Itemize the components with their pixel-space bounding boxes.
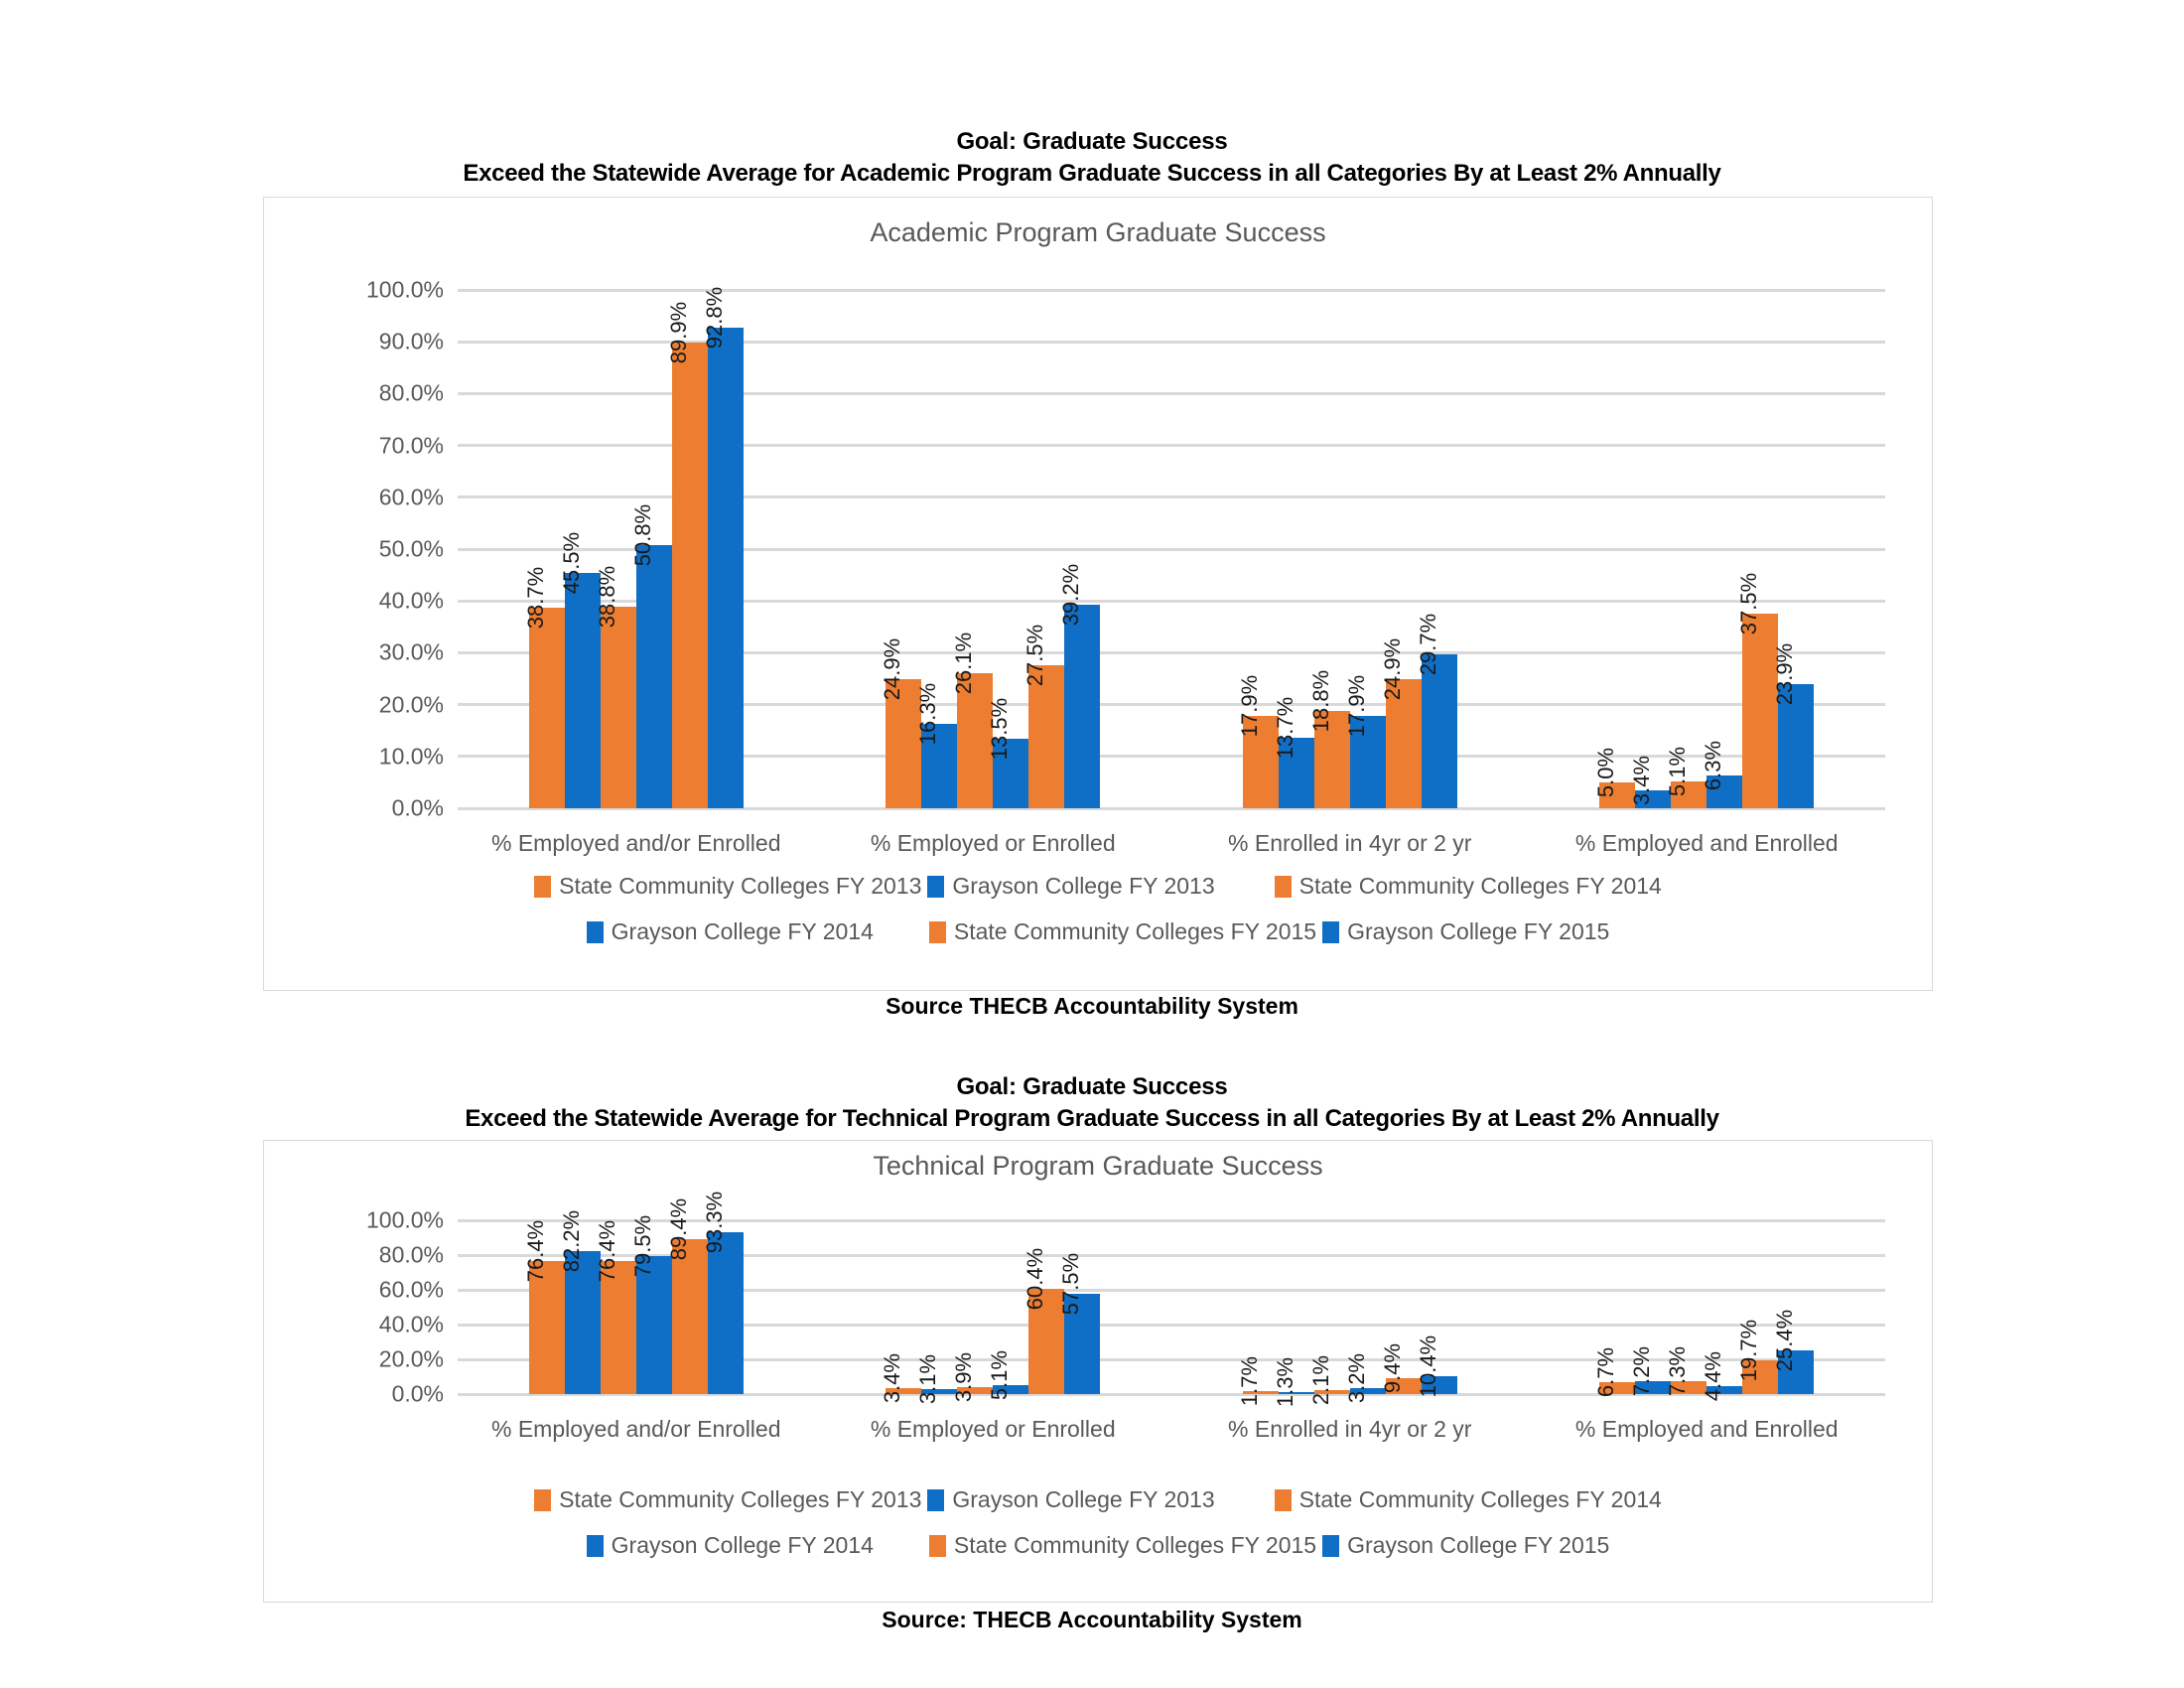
bar-value-label: 3.9% [951, 1352, 977, 1403]
category-axis-label: % Employed and/or Enrolled [491, 830, 781, 856]
legend-swatch-icon [929, 921, 946, 943]
bar[interactable] [708, 1232, 744, 1394]
bar-value-label: 13.7% [1272, 696, 1297, 759]
bar-group [1593, 290, 1814, 808]
legend-label: Grayson College FY 2015 [1347, 1532, 1610, 1558]
chart1-plot-area [365, 276, 1885, 856]
bar[interactable] [672, 1239, 708, 1394]
chart2-goal-line1: Goal: Graduate Success [956, 1073, 1228, 1100]
bar-value-label: 39.2% [1058, 564, 1084, 627]
legend-item[interactable] [927, 873, 1214, 900]
legend-item[interactable] [929, 918, 1316, 945]
legend-label: State Community Colleges FY 2014 [1298, 1486, 1662, 1512]
bar-group-bars [1593, 290, 1814, 808]
legend-row [264, 1486, 1932, 1513]
bar[interactable] [1028, 665, 1064, 808]
y-axis-tick-label: 90.0% [378, 328, 444, 354]
legend-row [264, 918, 1932, 945]
legend-item[interactable] [534, 1486, 921, 1513]
y-axis-tick-label: 60.0% [378, 1276, 444, 1303]
bar-value-label: 17.9% [1236, 674, 1262, 737]
category-axis-label: % Enrolled in 4yr or 2 yr [1228, 830, 1472, 856]
legend-label: State Community Colleges FY 2013 [559, 873, 922, 899]
legend-item[interactable] [1275, 1486, 1662, 1513]
category-axis-label: % Employed or Enrolled [870, 830, 1116, 856]
bar[interactable] [529, 608, 565, 808]
y-axis-tick-label: 30.0% [378, 638, 444, 665]
legend-item[interactable] [1275, 873, 1662, 900]
bar-value-label: 3.4% [880, 1352, 905, 1404]
bar-value-label: 60.4% [1023, 1248, 1048, 1311]
bar-group-bars [880, 1220, 1100, 1404]
chart2-goal-line2: Exceed the Statewide Average for Technical Program Graduate Success in all Categories By at Least 2% Annually [465, 1105, 1719, 1132]
bar-group-bars [522, 1191, 744, 1394]
chart1-source: Source THECB Accountability System [886, 993, 1298, 1019]
y-axis-tick-label: 0.0% [391, 794, 444, 821]
bar-slot [915, 290, 957, 808]
bar-value-label: 89.4% [665, 1197, 691, 1260]
legend-label: Grayson College FY 2014 [611, 918, 874, 944]
bar[interactable] [636, 545, 672, 808]
bar-slot [1415, 290, 1457, 808]
bar-value-label: 37.5% [1736, 573, 1762, 635]
bar-value-label: 2.1% [1307, 1355, 1333, 1406]
bar-slot [1665, 290, 1706, 808]
legend-label: Grayson College FY 2014 [611, 1532, 874, 1558]
bar-value-label: 24.9% [1379, 637, 1405, 701]
bar-slot [558, 290, 601, 808]
bar-value-label: 5.1% [1665, 747, 1691, 797]
bar-group [1593, 1220, 1814, 1402]
bar-value-label: 89.9% [665, 301, 691, 363]
legend-label: State Community Colleges FY 2015 [953, 918, 1317, 944]
legend-label: Grayson College FY 2013 [952, 873, 1215, 899]
legend-swatch-icon [534, 876, 551, 898]
bar-slot [1701, 290, 1742, 808]
bar-slot [1379, 290, 1422, 808]
bar-group [522, 1191, 744, 1394]
y-axis-tick-label: 20.0% [378, 1345, 444, 1372]
bar-slot [1593, 290, 1635, 808]
chart2-title: Technical Program Graduate Success [873, 1151, 1323, 1181]
bar-value-label: 29.7% [1415, 613, 1440, 676]
bar[interactable] [708, 328, 744, 808]
legend-label: State Community Colleges FY 2014 [1298, 873, 1662, 899]
bar-value-label: 7.3% [1665, 1346, 1691, 1397]
bar-slot [1023, 290, 1064, 808]
y-axis-tick-label: 80.0% [378, 1241, 444, 1268]
legend-row [264, 1532, 1932, 1559]
y-axis-tick-label: 0.0% [391, 1380, 444, 1407]
y-axis-tick-label: 100.0% [365, 1206, 444, 1233]
bar-value-label: 1.7% [1236, 1355, 1262, 1407]
bar-value-label: 6.7% [1593, 1347, 1619, 1398]
legend-swatch-icon [927, 876, 944, 898]
legend-row [264, 873, 1932, 900]
bar-value-label: 5.1% [987, 1350, 1013, 1401]
chart2-goal-heading [0, 1072, 2184, 1136]
bar-group [1236, 290, 1457, 808]
bar-value-label: 13.5% [987, 697, 1013, 760]
legend-item[interactable] [1322, 918, 1609, 945]
category-axis-label: % Employed and/or Enrolled [491, 1416, 781, 1442]
bar-slot [1415, 1220, 1457, 1398]
category-axis-label: % Employed and Enrolled [1574, 1416, 1839, 1442]
bar[interactable] [601, 607, 636, 808]
legend-swatch-icon [1322, 921, 1339, 943]
bar-value-label: 19.7% [1736, 1319, 1762, 1381]
bar-slot [1772, 290, 1814, 808]
bar-value-label: 3.1% [915, 1353, 941, 1404]
bar-value-label: 17.9% [1343, 674, 1369, 737]
legend-swatch-icon [587, 921, 604, 943]
legend-swatch-icon [1322, 1535, 1339, 1557]
bar-value-label: 5.0% [1593, 747, 1619, 797]
legend-swatch-icon [929, 1535, 946, 1557]
category-axis-label: % Employed and Enrolled [1574, 830, 1839, 856]
bar-slot [701, 286, 744, 808]
bar-value-label: 79.5% [629, 1214, 655, 1278]
y-axis-tick-label: 40.0% [378, 1311, 444, 1337]
bar-value-label: 82.2% [558, 1209, 584, 1273]
bar-slot [1772, 1220, 1814, 1394]
legend-swatch-icon [1275, 1489, 1292, 1511]
legend-item[interactable] [929, 1532, 1316, 1559]
y-axis-tick-label: 60.0% [378, 484, 444, 510]
bar-group [880, 1220, 1100, 1404]
bar-value-label: 4.4% [1701, 1351, 1726, 1402]
chart1-title: Academic Program Graduate Success [870, 217, 1326, 247]
category-axis-label: % Enrolled in 4yr or 2 yr [1228, 1416, 1472, 1442]
y-axis-tick-label: 20.0% [378, 691, 444, 718]
legend-label: Grayson College FY 2015 [1347, 918, 1610, 944]
bar-value-label: 25.4% [1772, 1309, 1798, 1371]
legend-swatch-icon [587, 1535, 604, 1557]
bar-value-label: 7.2% [1629, 1346, 1655, 1397]
chart2-source: Source: THECB Accountability System [882, 1607, 1302, 1632]
bar-value-label: 38.8% [594, 566, 619, 629]
chart1-goal-line1: Goal: Graduate Success [956, 128, 1228, 155]
bar-value-label: 26.1% [951, 632, 977, 694]
bar-slot [1736, 290, 1778, 808]
bar-value-label: 45.5% [558, 531, 584, 594]
bar-value-label: 3.2% [1343, 1353, 1369, 1404]
y-axis-tick-label: 40.0% [378, 587, 444, 614]
chart1-goal-line2: Exceed the Statewide Average for Academic Program Graduate Success in all Categories By at Least 2% Annually [463, 160, 1721, 187]
legend-label: State Community Colleges FY 2015 [953, 1532, 1317, 1558]
y-axis-tick-label: 70.0% [378, 432, 444, 459]
bar[interactable] [672, 343, 708, 808]
chart2-plot-area [365, 1191, 1885, 1442]
bar-value-label: 23.9% [1772, 643, 1798, 706]
bar-group [880, 290, 1100, 808]
y-axis-tick-label: 10.0% [378, 743, 444, 770]
legend-item[interactable] [587, 918, 874, 945]
bar-slot [1629, 290, 1671, 808]
legend-item[interactable] [927, 1486, 1214, 1513]
bar-value-label: 57.5% [1058, 1253, 1084, 1316]
bar-value-label: 16.3% [915, 682, 941, 746]
bar-group-bars [1593, 1220, 1814, 1402]
bar-slot [629, 290, 672, 808]
bar-value-label: 24.9% [880, 637, 905, 701]
legend-swatch-icon [1275, 876, 1292, 898]
category-axis-label: % Employed or Enrolled [870, 1416, 1116, 1442]
bar-group-bars [1236, 290, 1457, 808]
bar-group [522, 286, 744, 808]
chart1-goal-heading [0, 127, 2184, 191]
bar[interactable] [1064, 605, 1100, 808]
bar-value-label: 6.3% [1701, 741, 1726, 791]
legend-label: Grayson College FY 2013 [952, 1486, 1215, 1512]
bar-value-label: 10.4% [1415, 1335, 1440, 1398]
legend-swatch-icon [927, 1489, 944, 1511]
bar-value-label: 93.3% [701, 1191, 727, 1253]
y-axis-tick-label: 50.0% [378, 535, 444, 562]
legend-label: State Community Colleges FY 2013 [559, 1486, 922, 1512]
bar-group-bars [880, 290, 1100, 808]
legend-swatch-icon [534, 1489, 551, 1511]
bar-value-label: 27.5% [1023, 625, 1048, 687]
bar-value-label: 1.3% [1272, 1356, 1297, 1407]
bar-value-label: 9.4% [1379, 1342, 1405, 1393]
y-axis-tick-label: 80.0% [378, 379, 444, 406]
bar-slot [1343, 290, 1386, 808]
technical-program-chart[interactable] [263, 1140, 1933, 1603]
bar-group-bars [522, 286, 744, 808]
legend-item[interactable] [587, 1532, 874, 1559]
legend-item[interactable] [1322, 1532, 1609, 1559]
bar-value-label: 3.4% [1629, 756, 1655, 806]
bar-slot [701, 1191, 744, 1394]
bar-value-label: 38.7% [522, 566, 548, 630]
bar-slot [665, 290, 708, 808]
bar-value-label: 92.8% [701, 286, 727, 349]
y-axis-tick-label: 100.0% [365, 276, 444, 303]
academic-program-chart[interactable] [263, 197, 1933, 991]
bar-slot [1058, 1220, 1100, 1394]
bar-group-bars [1236, 1220, 1457, 1407]
bar-slot [1058, 290, 1100, 808]
bar-value-label: 50.8% [629, 503, 655, 567]
bar-value-label: 18.8% [1307, 669, 1333, 733]
bar-value-label: 76.4% [522, 1220, 548, 1283]
bar-value-label: 76.4% [594, 1220, 619, 1283]
bar-slot [987, 290, 1028, 808]
bar[interactable] [1422, 654, 1457, 808]
bar-group [1236, 1220, 1457, 1407]
legend-item[interactable] [534, 873, 921, 900]
